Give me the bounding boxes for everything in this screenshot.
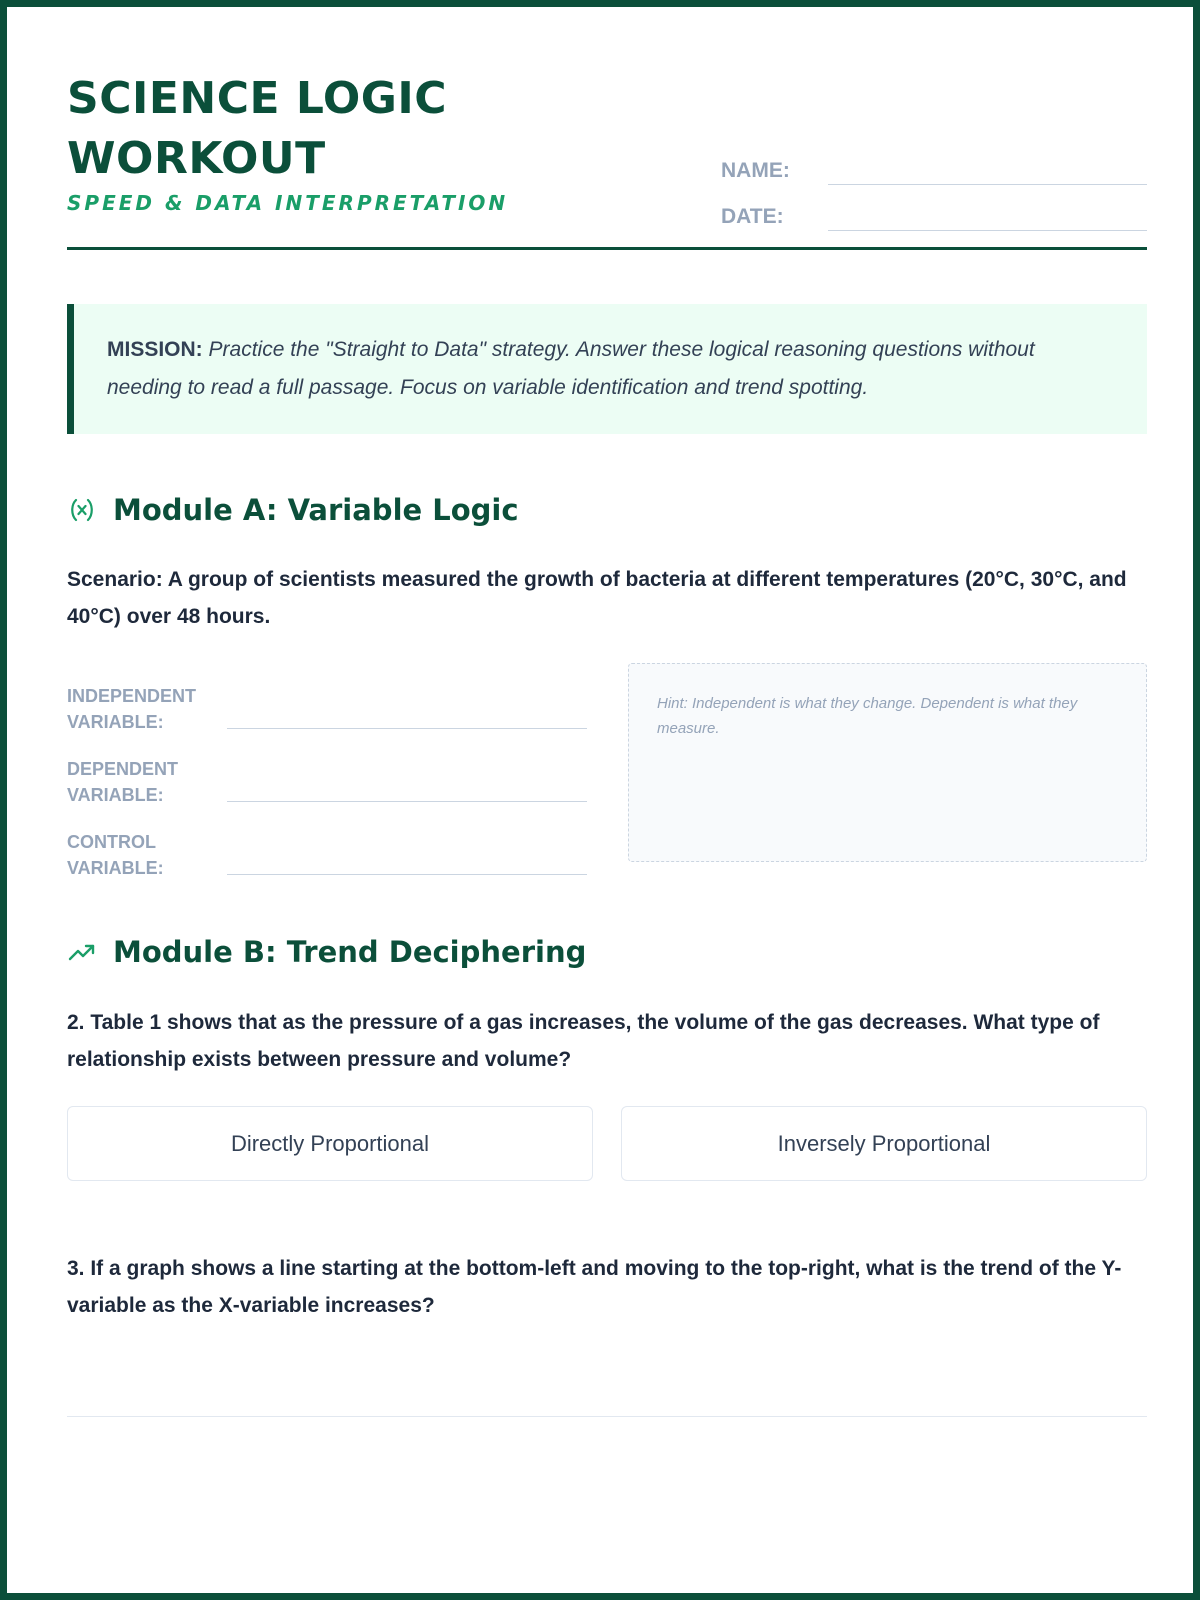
question-2: 2. Table 1 shows that as the pressure of a gas increases, the volume of the gas decreases. What type of relationship exists between pressure and volume? bbox=[67, 1011, 1100, 1071]
dependent-variable-field[interactable] bbox=[227, 801, 587, 802]
answer-options bbox=[67, 1106, 1147, 1181]
mission-text: Practice the "Straight to Data" strategy. Answer these logical reasoning questions without needing to read a full passage. Focus on variable identification and trend spotting. bbox=[107, 338, 1035, 399]
question-3-answer-field[interactable] bbox=[67, 1416, 1147, 1417]
independent-variable-label: INDEPENDENT VARIABLE: bbox=[67, 686, 197, 732]
module-a-heading bbox=[67, 493, 519, 527]
control-variable-label: CONTROL VARIABLE: bbox=[67, 832, 164, 878]
module-a-title: Module A: Variable Logic bbox=[113, 493, 519, 527]
mission-box bbox=[67, 304, 1147, 434]
date-field[interactable] bbox=[828, 200, 1147, 231]
date-label: DATE: bbox=[721, 205, 784, 228]
date-row bbox=[721, 185, 1147, 231]
option-directly-proportional[interactable]: Directly Proportional bbox=[67, 1106, 593, 1181]
title-block bbox=[67, 69, 707, 215]
control-variable-field[interactable] bbox=[227, 874, 587, 875]
scenario-text: Scenario: A group of scientists measured the growth of bacteria at different temperatures (20°C, 30°C, and 40°C) over 48 hours. bbox=[67, 568, 1127, 628]
dependent-variable-label: DEPENDENT VARIABLE: bbox=[67, 759, 179, 805]
variable-row-independent bbox=[67, 662, 587, 735]
hint-box bbox=[628, 663, 1147, 862]
variable-icon bbox=[67, 495, 97, 525]
trending-up-icon bbox=[67, 937, 97, 967]
title-line-1: SCIENCE LOGIC bbox=[67, 73, 448, 124]
worksheet-subtitle: SPEED & DATA INTERPRETATION bbox=[67, 191, 509, 215]
variable-row-dependent bbox=[67, 735, 587, 808]
student-info bbox=[721, 139, 1147, 231]
title-line-2: WORKOUT bbox=[67, 133, 326, 184]
header-divider bbox=[67, 247, 1147, 250]
independent-variable-field[interactable] bbox=[227, 728, 587, 729]
hint-text: Hint: Independent is what they change. Dependent is what they measure. bbox=[657, 695, 1078, 737]
module-b-heading bbox=[67, 935, 586, 969]
mission-label: MISSION: bbox=[107, 338, 203, 361]
name-label: NAME: bbox=[721, 159, 790, 182]
option-inversely-proportional[interactable]: Inversely Proportional bbox=[621, 1106, 1147, 1181]
variable-row-control bbox=[67, 808, 587, 881]
name-row bbox=[721, 139, 1147, 185]
module-b-title: Module B: Trend Deciphering bbox=[113, 935, 587, 969]
worksheet-title bbox=[67, 69, 707, 189]
variable-list bbox=[67, 662, 587, 881]
name-field[interactable] bbox=[828, 154, 1147, 185]
question-3: 3. If a graph shows a line starting at the bottom-left and moving to the top-right, what is the trend of the Y-variable as the X-variable increases? bbox=[67, 1257, 1122, 1317]
